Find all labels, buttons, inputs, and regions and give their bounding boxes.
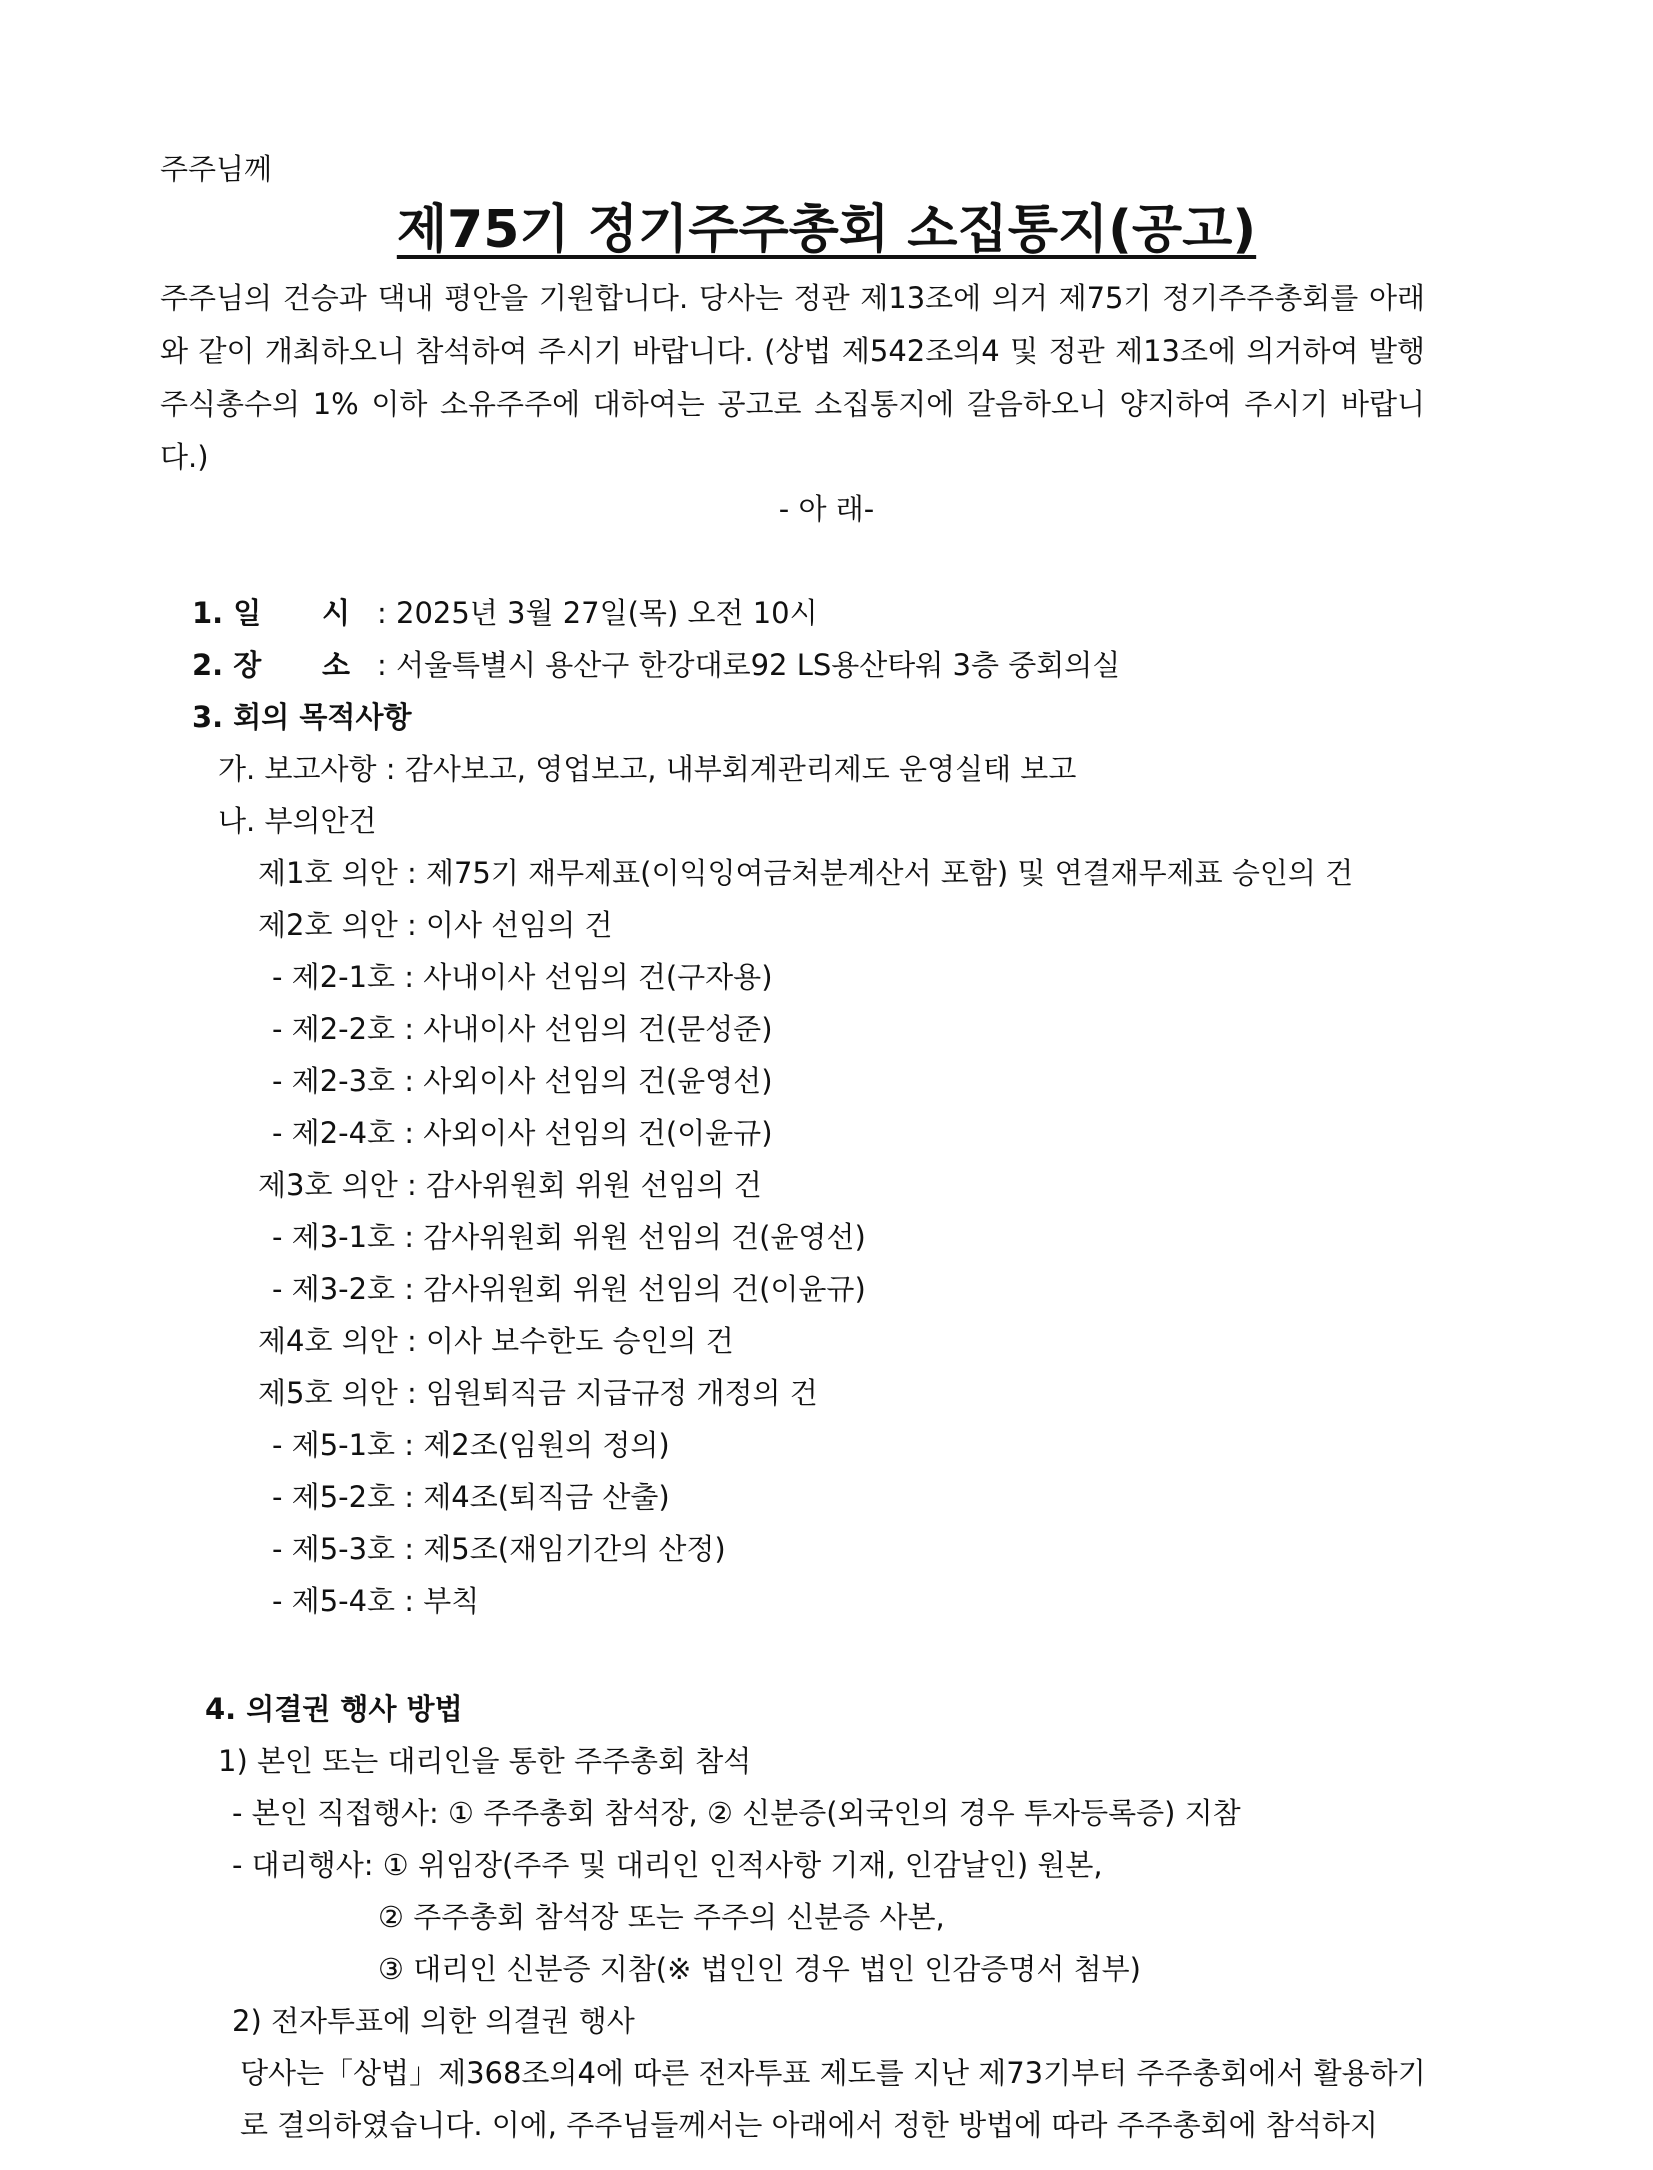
voting-method-2: 2) 전자투표에 의한 의결권 행사	[232, 2004, 635, 2038]
agenda-subitem: - 제5-1호 : 제2조(임원의 정의)	[272, 1428, 670, 1462]
agenda-item: 제1호 의안 : 제75기 재무제표(이익잉여금처분계산서 포함) 및 연결재무제표 승인의 건	[258, 856, 1354, 890]
section-agenda-heading: 3. 회의 목적사항	[192, 700, 412, 734]
section-date-label-end: 시	[322, 596, 351, 630]
agenda-subitem: - 제3-2호 : 감사위원회 위원 선임의 건(이윤규)	[272, 1272, 866, 1306]
agenda-item: 제4호 의안 : 이사 보수한도 승인의 건	[258, 1324, 734, 1358]
intro-paragraph: 주주님의 건승과 댁내 평안을 기원합니다. 당사는 정관 제13조에 의거 제75기 정기주주총회를 아래와 같이 개최하오니 참석하여 주시기 바랍니다. (상법 제542조의4 및 정관 제13조에 의거하여 발행주식총수의 1% 이하 소유주주에 대하여는 공고로 소집통지에 갈음하오니 양지하여 주시기 바랍니다.)	[160, 281, 1425, 474]
agenda-subitem: - 제2-1호 : 사내이사 선임의 건(구자용)	[272, 960, 773, 994]
proxy-voting-3: ③ 대리인 신분증 지참(※ 법인인 경우 법인 인감증명서 첨부)	[378, 1952, 1141, 1986]
salutation: 주주님께	[160, 152, 273, 186]
agenda-item: 제2호 의안 : 이사 선임의 건	[258, 908, 613, 942]
agenda-heading: 나. 부의안건	[218, 804, 377, 838]
page-title: 제75기 정기주주총회 소집통지(공고)	[396, 200, 1257, 260]
proxy-voting-2: ② 주주총회 참석장 또는 주주의 신분증 사본,	[378, 1900, 945, 1934]
below-mark: - 아 래-	[778, 492, 875, 526]
report-items: 가. 보고사항 : 감사보고, 영업보고, 내부회계관리제도 운영실태 보고	[218, 752, 1077, 786]
section-place-value: : 서울특별시 용산구 한강대로92 LS용산타워 3층 중회의실	[377, 648, 1121, 682]
section-date-label: 1. 일	[192, 596, 262, 630]
evote-text-1: 당사는「상법」제368조의4에 따른 전자투표 제도를 지난 제73기부터 주주총회에서 활용하기	[240, 2056, 1426, 2090]
section-voting-heading: 4. 의결권 행사 방법	[205, 1692, 463, 1726]
agenda-item: 제3호 의안 : 감사위원회 위원 선임의 건	[258, 1168, 762, 1202]
agenda-subitem: - 제3-1호 : 감사위원회 위원 선임의 건(윤영선)	[272, 1220, 866, 1254]
proxy-voting: - 대리행사: ① 위임장(주주 및 대리인 인적사항 기재, 인감날인) 원본,	[232, 1848, 1103, 1882]
agenda-subitem: - 제2-2호 : 사내이사 선임의 건(문성준)	[272, 1012, 773, 1046]
agenda-subitem: - 제5-4호 : 부칙	[272, 1584, 480, 1618]
section-place	[192, 646, 1120, 684]
agenda-subitem: - 제2-4호 : 사외이사 선임의 건(이윤규)	[272, 1116, 773, 1150]
section-date-value: : 2025년 3월 27일(목) 오전 10시	[377, 596, 818, 630]
section-place-label: 2. 장	[192, 648, 262, 682]
evote-text-2: 로 결의하였습니다. 이에, 주주님들께서는 아래에서 정한 방법에 따라 주주총회에 참석하지	[240, 2108, 1378, 2142]
direct-voting: - 본인 직접행사: ① 주주총회 참석장, ② 신분증(외국인의 경우 투자등록증) 지참	[232, 1796, 1241, 1830]
agenda-subitem: - 제2-3호 : 사외이사 선임의 건(윤영선)	[272, 1064, 773, 1098]
agenda-subitem: - 제5-2호 : 제4조(퇴직금 산출)	[272, 1480, 670, 1514]
section-place-label-end: 소	[322, 648, 351, 682]
agenda-subitem: - 제5-3호 : 제5조(재임기간의 산정)	[272, 1532, 726, 1566]
voting-method-1: 1) 본인 또는 대리인을 통한 주주총회 참석	[218, 1744, 752, 1778]
agenda-item: 제5호 의안 : 임원퇴직금 지급규정 개정의 건	[258, 1376, 818, 1410]
section-date	[192, 594, 818, 632]
